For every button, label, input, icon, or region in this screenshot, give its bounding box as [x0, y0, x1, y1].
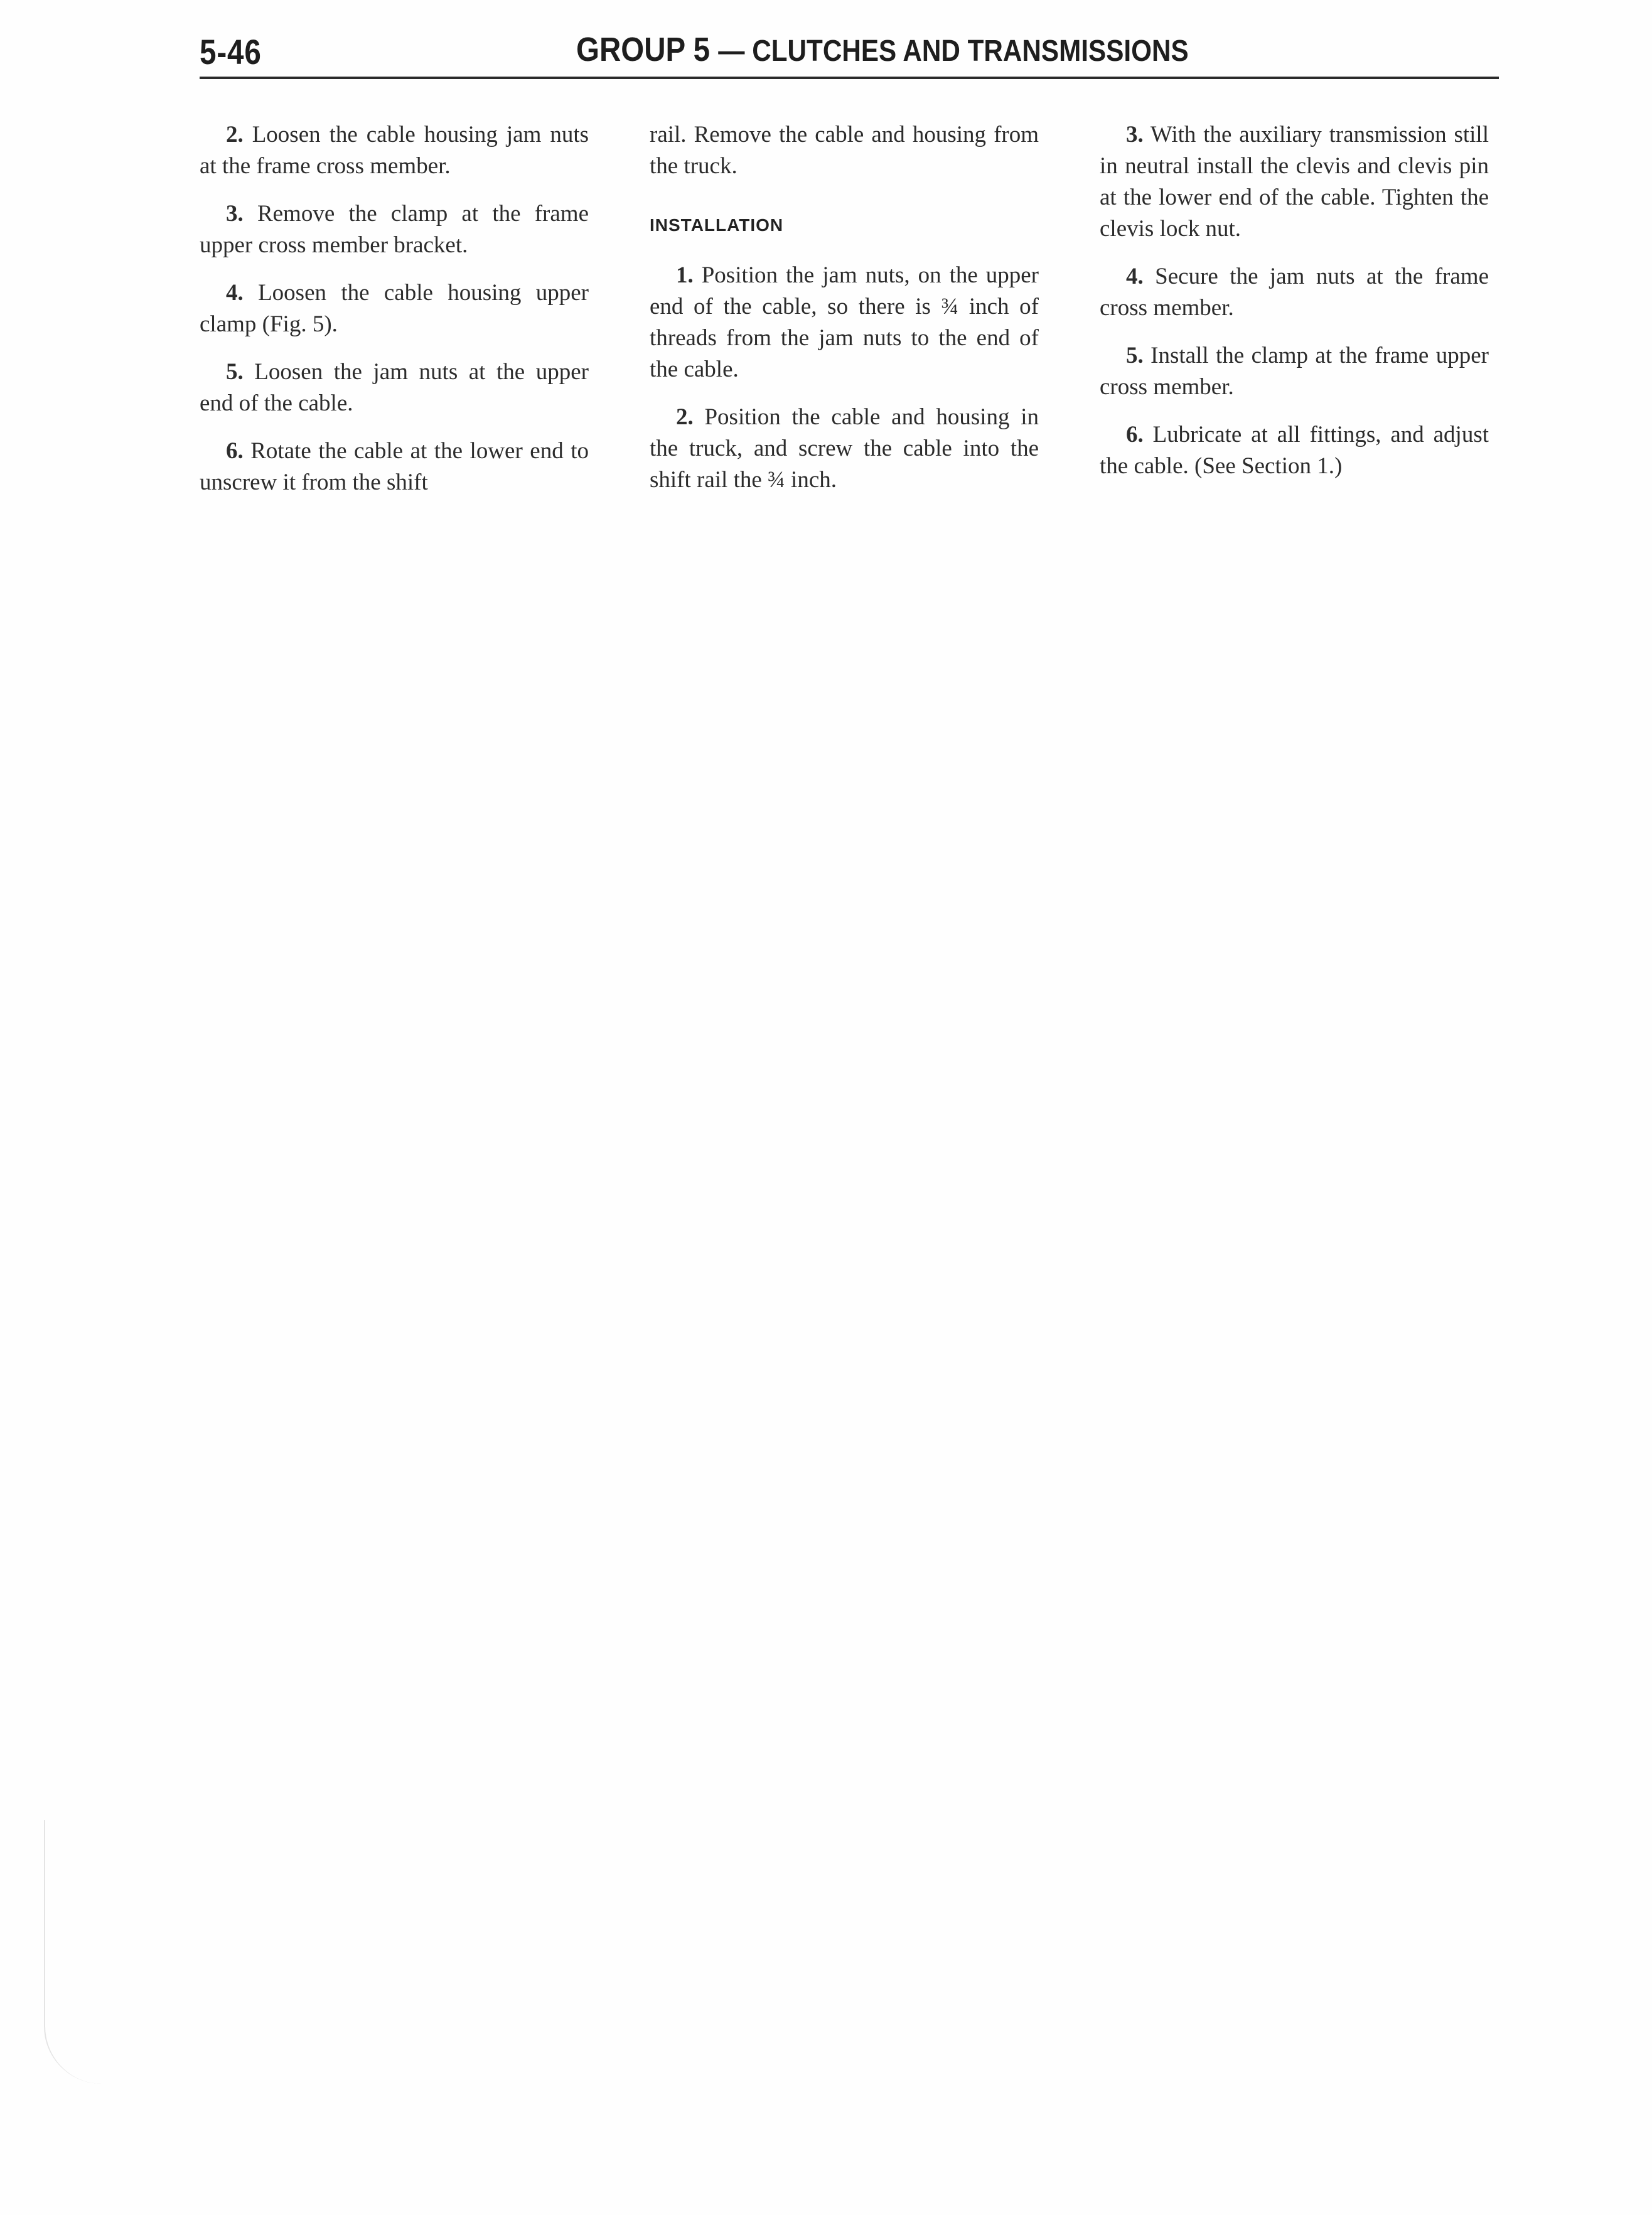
step-number: 2.: [676, 404, 694, 430]
step-paragraph: [1100, 119, 1489, 245]
step-text: Loosen the jam nuts at the upper end of the cable.: [200, 359, 589, 416]
step-paragraph: [200, 198, 589, 261]
step-paragraph: [1100, 261, 1489, 324]
step-paragraph: [650, 260, 1039, 385]
step-number: 2.: [226, 122, 244, 147]
step-paragraph: [200, 277, 589, 340]
step-number: 1.: [676, 262, 694, 288]
step-number: 3.: [226, 201, 244, 227]
text-column-3: [1100, 119, 1489, 498]
page-header: [200, 25, 1499, 82]
step-paragraph: [200, 436, 589, 498]
continued-paragraph: rail. Remove the cable and housing from the truck.: [650, 122, 1039, 179]
group-title-main: GROUP 5: [576, 31, 711, 68]
step-number: 4.: [1126, 264, 1144, 289]
step-text: With the auxiliary transmission still in neutral install the clevis and clevis pin at the lower end of the cable. Tighten the clevis lock nut.: [1100, 122, 1489, 242]
step-text: Position the cable and housing in the truck, and screw the cable into the shift rail the ¾ inch.: [650, 404, 1039, 493]
step-text: Rotate the cable at the lower end to unscrew it from the shift: [200, 438, 589, 495]
step-paragraph: [200, 119, 589, 182]
text-column-2: [650, 119, 1039, 512]
page-edge-shadow: [44, 1820, 102, 2084]
step-number: 6.: [1126, 422, 1144, 448]
section-subheading: INSTALLATION: [650, 215, 784, 235]
step-text: Install the clamp at the frame upper cross member.: [1100, 343, 1489, 400]
step-number: 4.: [226, 280, 244, 306]
step-text: Loosen the cable housing jam nuts at the frame cross member.: [200, 122, 589, 179]
group-title: [576, 30, 1189, 69]
step-number: 5.: [1126, 343, 1144, 368]
step-text: Lubricate at all fittings, and adjust the cable. (See Section 1.): [1100, 422, 1489, 479]
step-number: 6.: [226, 438, 244, 464]
step-paragraph: [200, 357, 589, 419]
step-paragraph: [1100, 340, 1489, 403]
step-number: 5.: [226, 359, 244, 385]
text-column-1: [200, 119, 589, 515]
step-paragraph: [1100, 419, 1489, 482]
step-paragraph: [650, 402, 1039, 496]
step-number: 3.: [1126, 122, 1144, 147]
header-rule: [200, 77, 1499, 79]
step-text: Secure the jam nuts at the frame cross member.: [1100, 264, 1489, 321]
page-number: 5-46: [200, 32, 262, 72]
step-text: Loosen the cable housing upper clamp (Fig. 5).: [200, 280, 589, 337]
group-title-sub: — CLUTCHES AND TRANSMISSIONS: [718, 35, 1189, 68]
step-text: Position the jam nuts, on the upper end of the cable, so there is ¾ inch of threads from the jam nuts to the end of the cable.: [650, 262, 1039, 382]
step-text: Remove the clamp at the frame upper cross member bracket.: [200, 201, 589, 258]
